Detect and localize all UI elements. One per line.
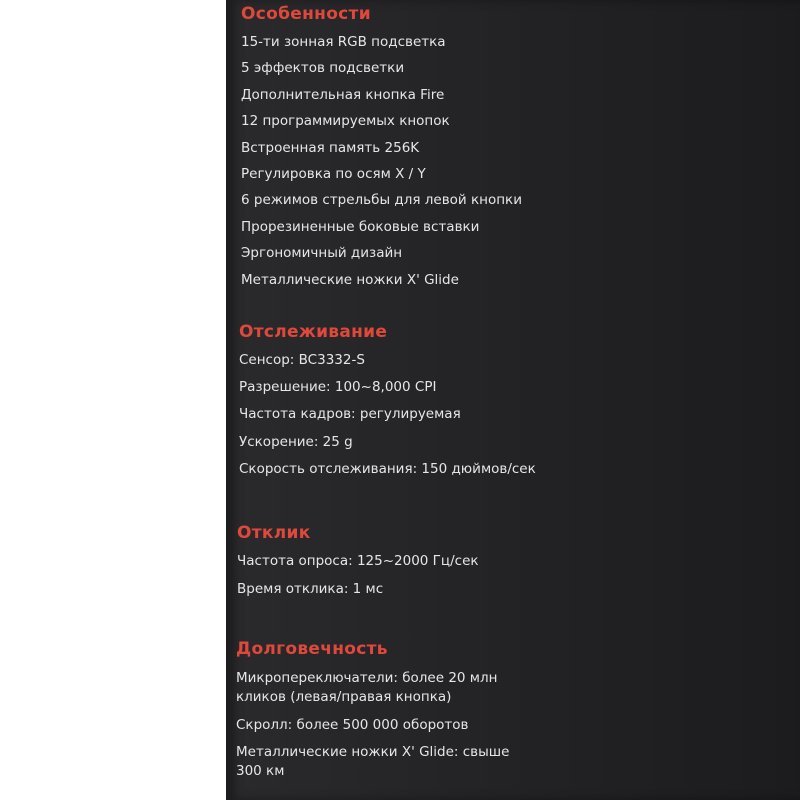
feature-item: Дополнительная кнопка Fire — [241, 86, 445, 103]
tracking-item: Сенсор: BC3332-S — [239, 352, 365, 368]
tracking-item: Частота кадров: регулируемая — [239, 406, 461, 423]
response-heading: Отклик — [237, 523, 311, 543]
feature-item: 6 режимов стрельбы для левой кнопки — [241, 192, 522, 209]
feature-item: 12 программируемых кнопок — [241, 113, 450, 130]
response-item: Частота опроса: 125~2000 Гц/сек — [237, 553, 479, 569]
feature-item: Эргономичный дизайн — [241, 245, 403, 262]
feature-item: Металлические ножки X' Glide — [241, 271, 459, 288]
spec-panel — [226, 0, 800, 800]
tracking-item: Разрешение: 100~8,000 CPI — [239, 379, 437, 396]
features-heading: Особенности — [241, 4, 371, 24]
durability-section — [236, 639, 536, 790]
durability-item: Скролл: более 500 000 оборотов — [236, 716, 469, 733]
response-item: Время отклика: 1 мс — [237, 580, 384, 597]
tracking-heading: Отслеживание — [239, 322, 388, 342]
tracking-item: Ускорение: 25 g — [239, 433, 353, 450]
feature-item: 5 эффектов подсветки — [241, 60, 405, 77]
feature-item: Встроенная память 256K — [241, 139, 420, 156]
durability-heading: Долговечность — [236, 639, 388, 659]
feature-item: Прорезиненные боковые вставки — [241, 218, 480, 235]
feature-item: 15-ти зонная RGB подсветка — [241, 34, 446, 50]
durability-item: Микропереключатели: более 20 млн кликов (левая/правая кнопка) — [236, 670, 498, 705]
response-section — [237, 523, 479, 608]
feature-item: Регулировка по осям X / Y — [241, 165, 426, 182]
features-section — [241, 4, 522, 298]
tracking-section — [239, 322, 536, 488]
tracking-item: Скорость отслеживания: 150 дюймов/сек — [239, 460, 536, 477]
durability-item: Металлические ножки X' Glide: свыше 300 км — [236, 744, 510, 779]
